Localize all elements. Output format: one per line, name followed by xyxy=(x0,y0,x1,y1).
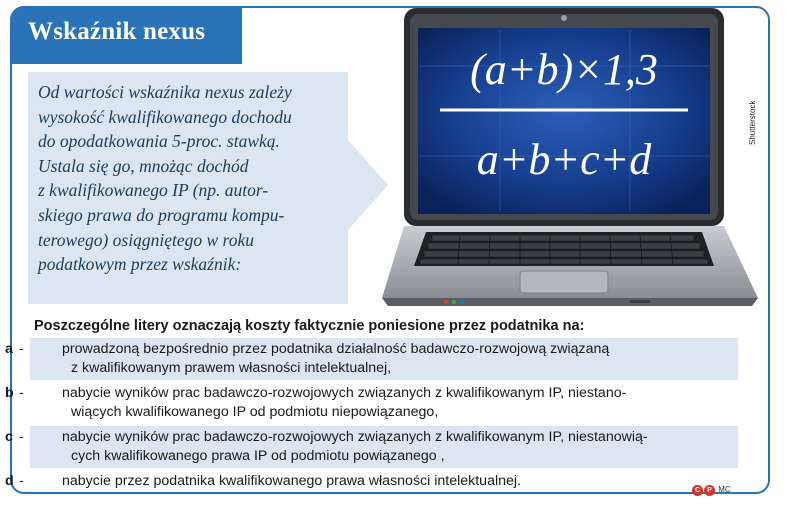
intro-text: Od wartości wskaźnika nexus zależy wysokość kwalifikowanego dochodu do opodatkowania 5-proc. stawką. Ustala się go, mnożąc dochód z kwalifikowanego IP (np. autor- skiego prawa do programu kompu- terowego) osiągniętego w roku podatkowym przez wskaźnik: xyxy=(38,82,292,275)
copyright-icon: C xyxy=(692,485,703,496)
legend-list xyxy=(5,338,738,496)
author-initials: MC xyxy=(718,485,731,494)
legend-text: nabycie wyników prac badawczo-rozwojowych związanych z kwalifikowanym IP, niestanowią- cych kwalifikowanego prawa IP od podmiotu powiązanego , xyxy=(62,429,648,464)
formula-denominator: a+b+c+d xyxy=(476,135,652,184)
legend-text: nabycie przez podatnika kwalifikowanego prawa własności intelektualnej. xyxy=(62,473,521,489)
legend-item-d: d - nabycie przez podatnika kwalifikowanego prawa własności intelektualnej. xyxy=(5,473,521,489)
copyright-marks xyxy=(692,485,731,496)
legend-item-c: c - nabycie wyników prac badawczo-rozwojowych związanych z kwalifikowanym IP, niestanowią- cych kwalifikowanego prawa IP od podmiotu powiązanego , xyxy=(30,426,738,468)
legend-title: Poszczególne litery oznaczają koszty faktycznie poniesione przez podatnika na: xyxy=(34,318,585,334)
infographic-title: Wskaźnik nexus xyxy=(28,18,206,45)
webcam-icon xyxy=(561,15,567,21)
legend-letter: d xyxy=(5,473,14,489)
photo-credit: Shutterstock xyxy=(748,100,757,145)
legend-letter: a xyxy=(5,341,13,357)
legend-letter: c xyxy=(5,429,13,445)
legend-item-b: b - nabycie wyników prac badawczo-rozwojowych związanych z kwalifikowanym IP, niestano- wiących kwalifikowanego IP od podmiotu niepowiązanego, xyxy=(5,385,627,420)
legend-item-a: a - prowadzoną bezpośrednio przez podatnika działalność badawczo-rozwojową związaną z kwalifikowanym prawem własności intelektualnej, xyxy=(30,338,738,380)
publisher-icon: P xyxy=(704,485,715,496)
legend-text: nabycie wyników prac badawczo-rozwojowych związanych z kwalifikowanym IP, niestano- wiących kwalifikowanego IP od podmiotu niepowiązanego, xyxy=(62,385,627,420)
legend-text: prowadzoną bezpośrednio przez podatnika działalność badawczo-rozwojową związaną z kwalifikowanym prawem własności intelektualnej, xyxy=(62,341,610,376)
laptop-illustration xyxy=(380,6,760,312)
formula-numerator: (a+b)×1,3 xyxy=(470,45,658,94)
touchpad xyxy=(520,271,608,293)
legend-letter: b xyxy=(5,385,14,401)
